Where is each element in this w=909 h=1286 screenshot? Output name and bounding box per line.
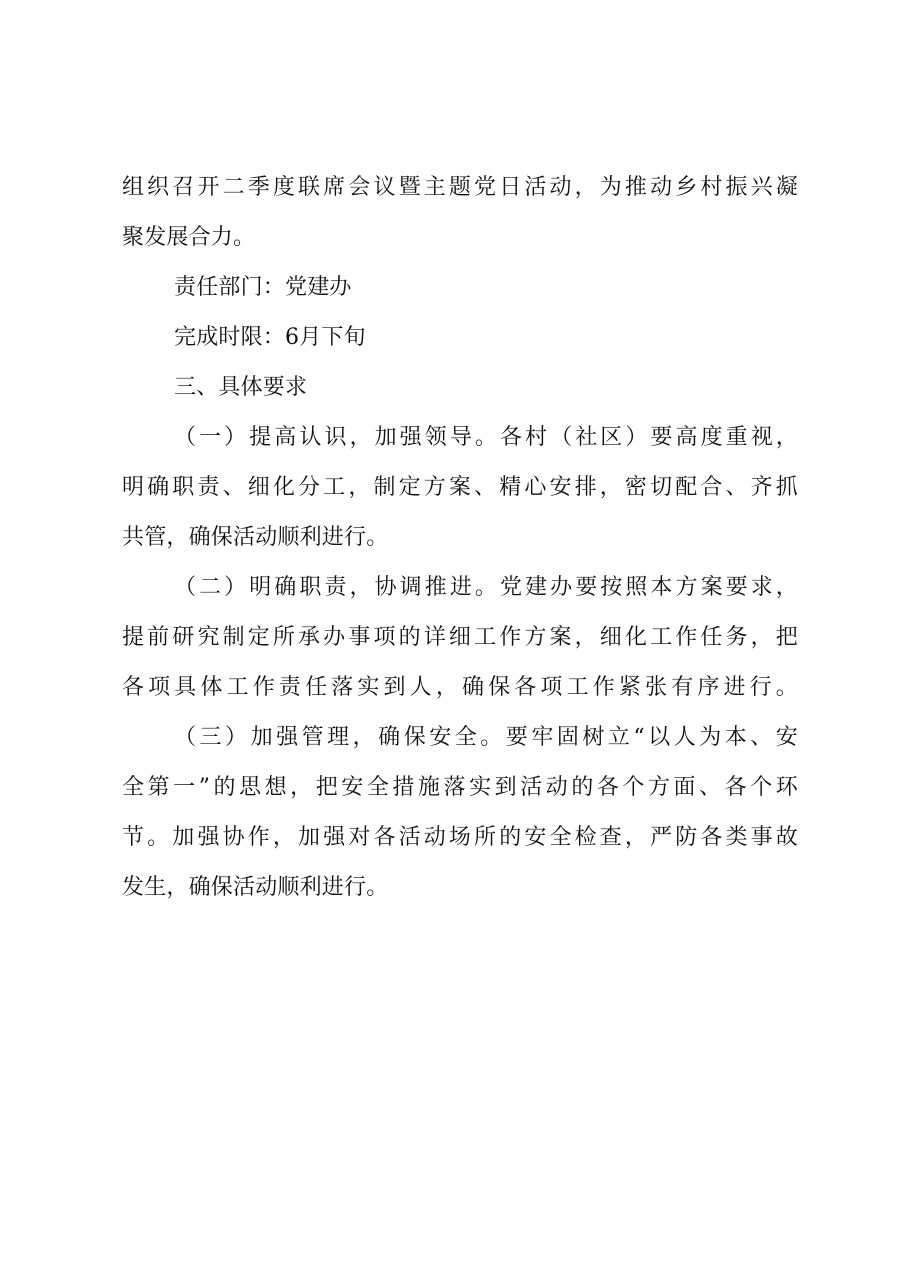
requirement-line: （二）明确职责，协调推进。党建办要按照本方案要求，	[174, 575, 798, 600]
requirement-line: 各项具体工作责任落实到人，确保各项工作紧张有序进行。	[122, 675, 798, 700]
requirement-line: 共管，确保活动顺利进行。	[122, 525, 389, 550]
requirement-line: （三）加强管理，确保安全。要牢固树立“以人为本、安	[174, 725, 798, 750]
requirement-line: 明确职责、细化分工，制定方案、精心安排，密切配合、齐抓	[122, 475, 798, 500]
document-body	[122, 163, 798, 913]
requirement-line: （一）提高认识，加强领导。各村（社区）要高度重视，	[174, 425, 798, 450]
requirement-line: 提前研究制定所承办事项的详细工作方案，细化工作任务，把	[122, 625, 798, 650]
requirement-line: 全第一”的思想，把安全措施落实到活动的各个方面、各个环	[122, 775, 798, 800]
requirement-paragraph-1	[122, 413, 798, 563]
requirement-line: 节。加强协作，加强对各活动场所的安全检查，严防各类事故	[122, 825, 798, 850]
intro-paragraph	[122, 163, 798, 263]
requirement-paragraph-2	[122, 563, 798, 713]
requirement-paragraph-3	[122, 713, 798, 913]
section-heading: 三、具体要求	[174, 375, 308, 400]
intro-line: 聚发展合力。	[122, 225, 256, 250]
responsibility-line: 责任部门：党建办	[174, 275, 352, 300]
deadline-line: 完成时限：6月下旬	[174, 325, 366, 350]
intro-line: 组织召开二季度联席会议暨主题党日活动，为推动乡村振兴凝	[122, 175, 798, 200]
requirement-line: 发生，确保活动顺利进行。	[122, 875, 389, 900]
